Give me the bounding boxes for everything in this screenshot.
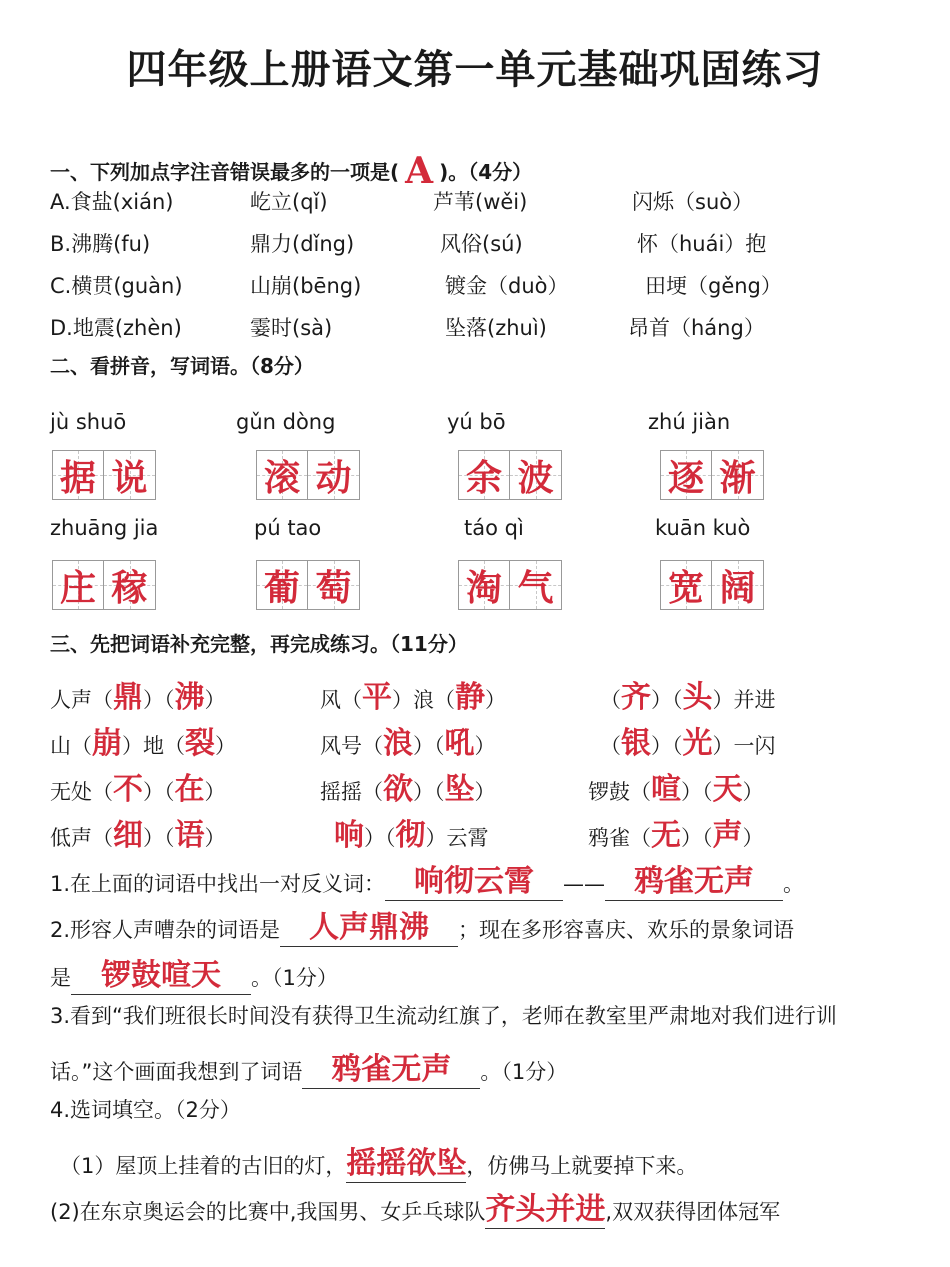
- question-2-line-1: 2.形容人声嘈杂的词语是 人声鼎沸 ；现在多形容喜庆、欢乐的景象词语: [50, 902, 794, 947]
- option-c-4: 田埂（gěng）: [645, 274, 782, 298]
- char-cell: 滚: [256, 450, 308, 500]
- option-c-2: 山崩(bēng): [250, 274, 362, 298]
- char-box-8: [660, 560, 764, 610]
- option-c-1: C.横贯(guàn): [50, 274, 183, 298]
- option-a-1: A.食盐(xián): [50, 190, 174, 214]
- option-a-2: 屹立(qǐ): [250, 190, 328, 214]
- idiom-4-1: 低声（细）（语）: [50, 818, 226, 853]
- char-cell: 余: [458, 450, 510, 500]
- section-1-heading-end: )。（4分）: [439, 160, 533, 184]
- section-1-answer: A: [405, 150, 434, 192]
- char-cell: 庄: [52, 560, 104, 610]
- answer-blank: 齐头并进: [485, 1184, 605, 1229]
- char-cell: 据: [52, 450, 104, 500]
- char-cell: 葡: [256, 560, 308, 610]
- char-cell: 稼: [104, 560, 156, 610]
- answer-blank: 人声鼎沸: [280, 902, 458, 947]
- char-cell: 波: [510, 450, 562, 500]
- pinyin-3: yú bō: [447, 410, 506, 434]
- idiom-4-2: 响）（彻）云霄: [334, 818, 489, 853]
- char-box-4: [660, 450, 764, 500]
- idiom-1-2: 风（平）浪（静）: [320, 680, 506, 715]
- pinyin-5: zhuāng jia: [50, 516, 159, 540]
- question-3-line-1: 3.看到“我们班很长时间没有获得卫生流动红旗了，老师在教室里严肃地对我们进行训: [50, 1004, 837, 1028]
- idiom-2-3: （银）（光）一闪: [600, 726, 776, 761]
- char-cell: 渐: [712, 450, 764, 500]
- char-cell: 淘: [458, 560, 510, 610]
- idiom-2-2: 风号（浪）（吼）: [320, 726, 496, 761]
- question-2-line-2: 是 锣鼓喧天 。（1分）: [50, 950, 338, 995]
- idiom-3-3: 锣鼓（喧）（天）: [588, 772, 764, 807]
- char-cell: 宽: [660, 560, 712, 610]
- option-d-2: 霎时(sà): [250, 316, 333, 340]
- char-box-6: [256, 560, 360, 610]
- question-1: 1.在上面的词语中找出一对反义词： 响彻云霄 —— 鸦雀无声 。: [50, 856, 804, 901]
- char-box-2: [256, 450, 360, 500]
- char-box-1: [52, 450, 156, 500]
- char-cell: 动: [308, 450, 360, 500]
- char-box-3: [458, 450, 562, 500]
- pinyin-6: pú tao: [254, 516, 322, 540]
- option-d-3: 坠落(zhuì): [445, 316, 547, 340]
- page-title: 四年级上册语文第一单元基础巩固练习: [126, 47, 824, 93]
- char-box-5: [52, 560, 156, 610]
- answer-blank: 锣鼓喧天: [71, 950, 251, 995]
- char-cell: 气: [510, 560, 562, 610]
- question-4-sentence-2: (2)在东京奥运会的比赛中,我国男、女乒乓球队齐头并进,双双获得团体冠军: [50, 1184, 780, 1229]
- section-3-heading: 三、先把词语补充完整，再完成练习。（11分）: [50, 632, 468, 656]
- option-a-3: 芦苇(wěi): [433, 190, 528, 214]
- pinyin-2: gǔn dòng: [236, 410, 336, 434]
- idiom-2-1: 山（崩）地（裂）: [50, 726, 236, 761]
- idiom-3-2: 摇摇（欲）（坠）: [320, 772, 496, 807]
- idiom-3-1: 无处（不）（在）: [50, 772, 226, 807]
- section-1-heading: [50, 146, 533, 192]
- option-b-2: 鼎力(dǐng): [250, 232, 355, 256]
- option-b-1: B.沸腾(fu): [50, 232, 151, 256]
- question-4-sentence-1: （1）屋顶上挂着的古旧的灯，摇摇欲坠，仿佛马上就要掉下来。: [60, 1138, 697, 1183]
- pinyin-7: táo qì: [464, 516, 524, 540]
- idiom-1-3: （齐）（头）并进: [600, 680, 776, 715]
- answer-blank: 鸦雀无声: [302, 1044, 480, 1089]
- option-b-4: 怀（huái）抱: [637, 232, 767, 256]
- question-3-line-2: 话。”这个画面我想到了词语 鸦雀无声 。（1分）: [50, 1044, 567, 1089]
- option-b-3: 风俗(sú): [440, 232, 523, 256]
- char-cell: 萄: [308, 560, 360, 610]
- pinyin-1: jù shuō: [50, 410, 127, 434]
- idiom-1-1: 人声（鼎）（沸）: [50, 680, 226, 715]
- answer-blank: 鸦雀无声: [605, 856, 783, 901]
- answer-blank: 响彻云霄: [385, 856, 563, 901]
- section-1-heading-start: 一、下列加点字注音错误最多的一项是(: [50, 160, 400, 184]
- option-c-3: 镀金（duò）: [445, 274, 569, 298]
- option-d-1: D.地震(zhèn): [50, 316, 182, 340]
- char-box-7: [458, 560, 562, 610]
- option-a-4: 闪烁（suò）: [632, 190, 754, 214]
- section-2-heading: 二、看拼音，写词语。（8分）: [50, 354, 314, 378]
- char-cell: 逐: [660, 450, 712, 500]
- pinyin-8: kuān kuò: [655, 516, 751, 540]
- idiom-4-3: 鸦雀（无）（声）: [588, 818, 764, 853]
- answer-blank: 摇摇欲坠: [346, 1138, 466, 1183]
- question-4-heading: 4.选词填空。（2分）: [50, 1098, 241, 1122]
- option-d-4: 昂首（háng）: [628, 316, 765, 340]
- char-cell: 阔: [712, 560, 764, 610]
- pinyin-4: zhú jiàn: [648, 410, 731, 434]
- char-cell: 说: [104, 450, 156, 500]
